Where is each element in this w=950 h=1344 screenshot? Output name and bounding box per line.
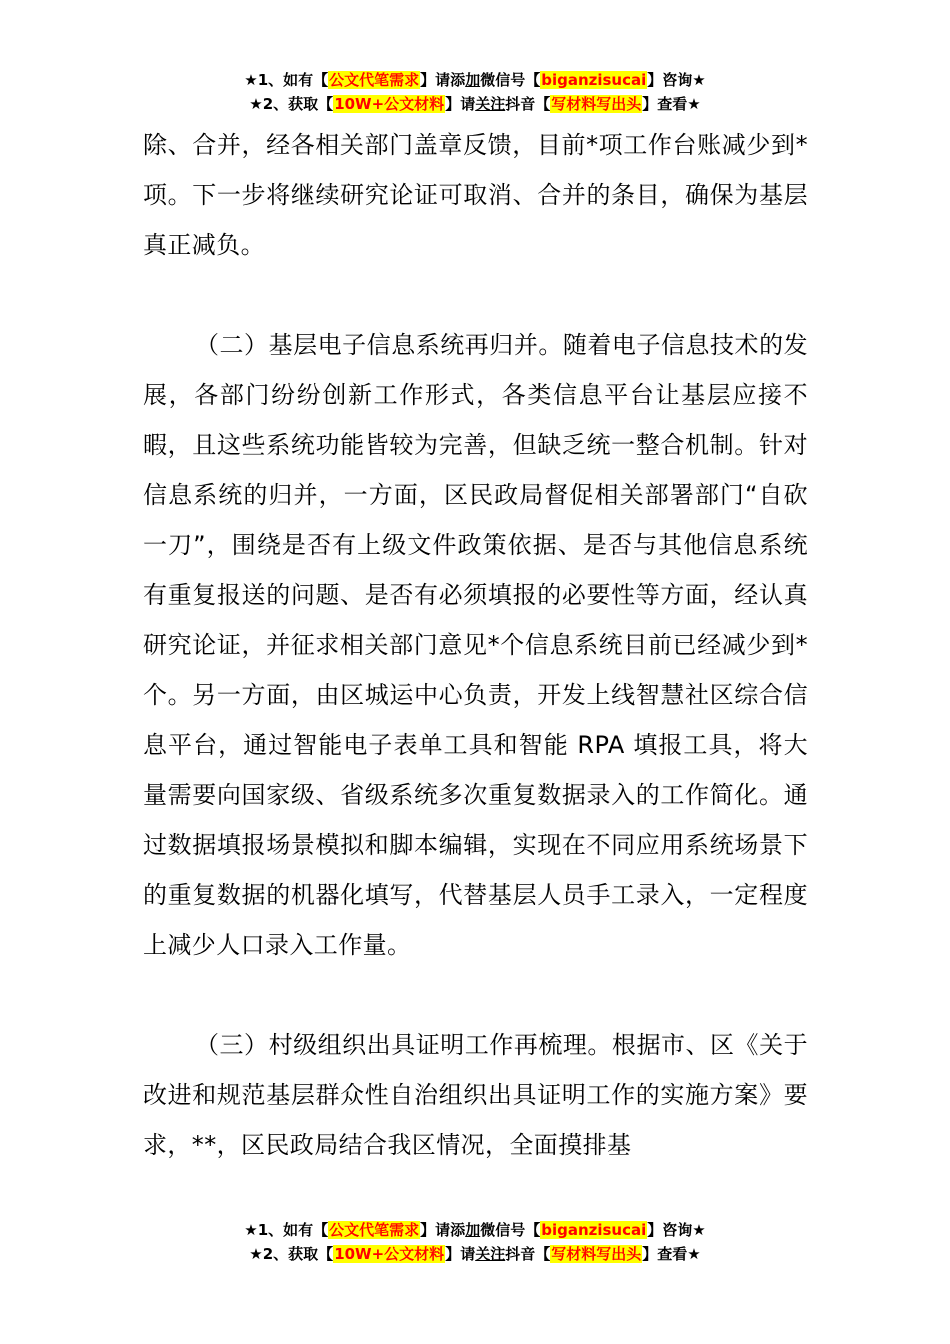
banner-text: 抖音【 [505, 95, 551, 113]
banner-emphasis: 关注 [475, 1245, 506, 1263]
banner-highlight: 公文代笔需求 [329, 1221, 420, 1239]
banner-text: 】请添 [420, 1221, 466, 1239]
banner-text: 微信号【 [480, 71, 541, 89]
banner-highlight: 10W+公文材料 [334, 95, 445, 113]
paragraph-gap [143, 270, 808, 320]
banner-line-2 [0, 92, 950, 116]
banner-highlight: biganzisucai [541, 1221, 647, 1239]
banner-text: 】咨询★ [647, 1221, 706, 1239]
banner-text: ★1、如有【 [244, 71, 329, 89]
footer-banner [0, 1218, 950, 1266]
document-body [143, 120, 808, 1170]
banner-emphasis: 关注 [475, 95, 506, 113]
banner-text: ★2、获取【 [249, 95, 334, 113]
banner-text: 】请 [445, 1245, 476, 1263]
banner-line-1 [0, 68, 950, 92]
banner-emphasis: 加 [465, 1221, 481, 1239]
banner-emphasis: 加 [465, 71, 481, 89]
banner-text: 抖音【 [505, 1245, 551, 1263]
banner-text: 】请 [445, 95, 476, 113]
banner-highlight: 公文代笔需求 [329, 71, 420, 89]
banner-line-2 [0, 1242, 950, 1266]
banner-text: 微信号【 [480, 1221, 541, 1239]
header-banner [0, 68, 950, 116]
banner-text: 】请添 [420, 71, 466, 89]
paragraph-gap [143, 970, 808, 1020]
banner-text: ★1、如有【 [244, 1221, 329, 1239]
banner-highlight: 写材料写出头 [551, 95, 642, 113]
banner-highlight: 写材料写出头 [551, 1245, 642, 1263]
paragraph-section-3: （三）村级组织出具证明工作再梳理。根据市、区《关于改进和规范基层群众性自治组织出具证明工作的实施方案》要求，**，区民政局结合我区情况，全面摸排基 [143, 1031, 808, 1159]
banner-text: 】咨询★ [647, 71, 706, 89]
banner-text: 】查看★ [642, 1245, 701, 1263]
banner-text: 】查看★ [642, 95, 701, 113]
banner-highlight: 10W+公文材料 [334, 1245, 445, 1263]
banner-highlight: biganzisucai [541, 71, 647, 89]
paragraph-section-2: （二）基层电子信息系统再归并。随着电子信息技术的发展，各部门纷纷创新工作形式，各类信息平台让基层应接不暇，且这些系统功能皆较为完善，但缺乏统一整合机制。针对信息系统的归并，一方面，区民政局督促相关部署部门“自砍一刀”，围绕是否有上级文件政策依据、是否与其他信息系统有重复报送的问题、是否有必须填报的必要性等方面，经认真研究论证，并征求相关部门意见*个信息系统目前已经减少到*个。另一方面，由区城运中心负责，开发上线智慧社区综合信息平台，通过智能电子表单工具和智能 RPA 填报工具，将大量需要向国家级、省级系统多次重复数据录入的工作简化。通过数据填报场景模拟和脚本编辑，实现在不同应用系统场景下的重复数据的机器化填写，代替基层人员手工录入，一定程度上减少人口录入工作量。 [143, 331, 808, 959]
banner-line-1 [0, 1218, 950, 1242]
paragraph-continued: 除、合并，经各相关部门盖章反馈，目前*项工作台账减少到*项。下一步将继续研究论证可取消、合并的条目，确保为基层真正减负。 [143, 131, 808, 259]
banner-text: ★2、获取【 [249, 1245, 334, 1263]
